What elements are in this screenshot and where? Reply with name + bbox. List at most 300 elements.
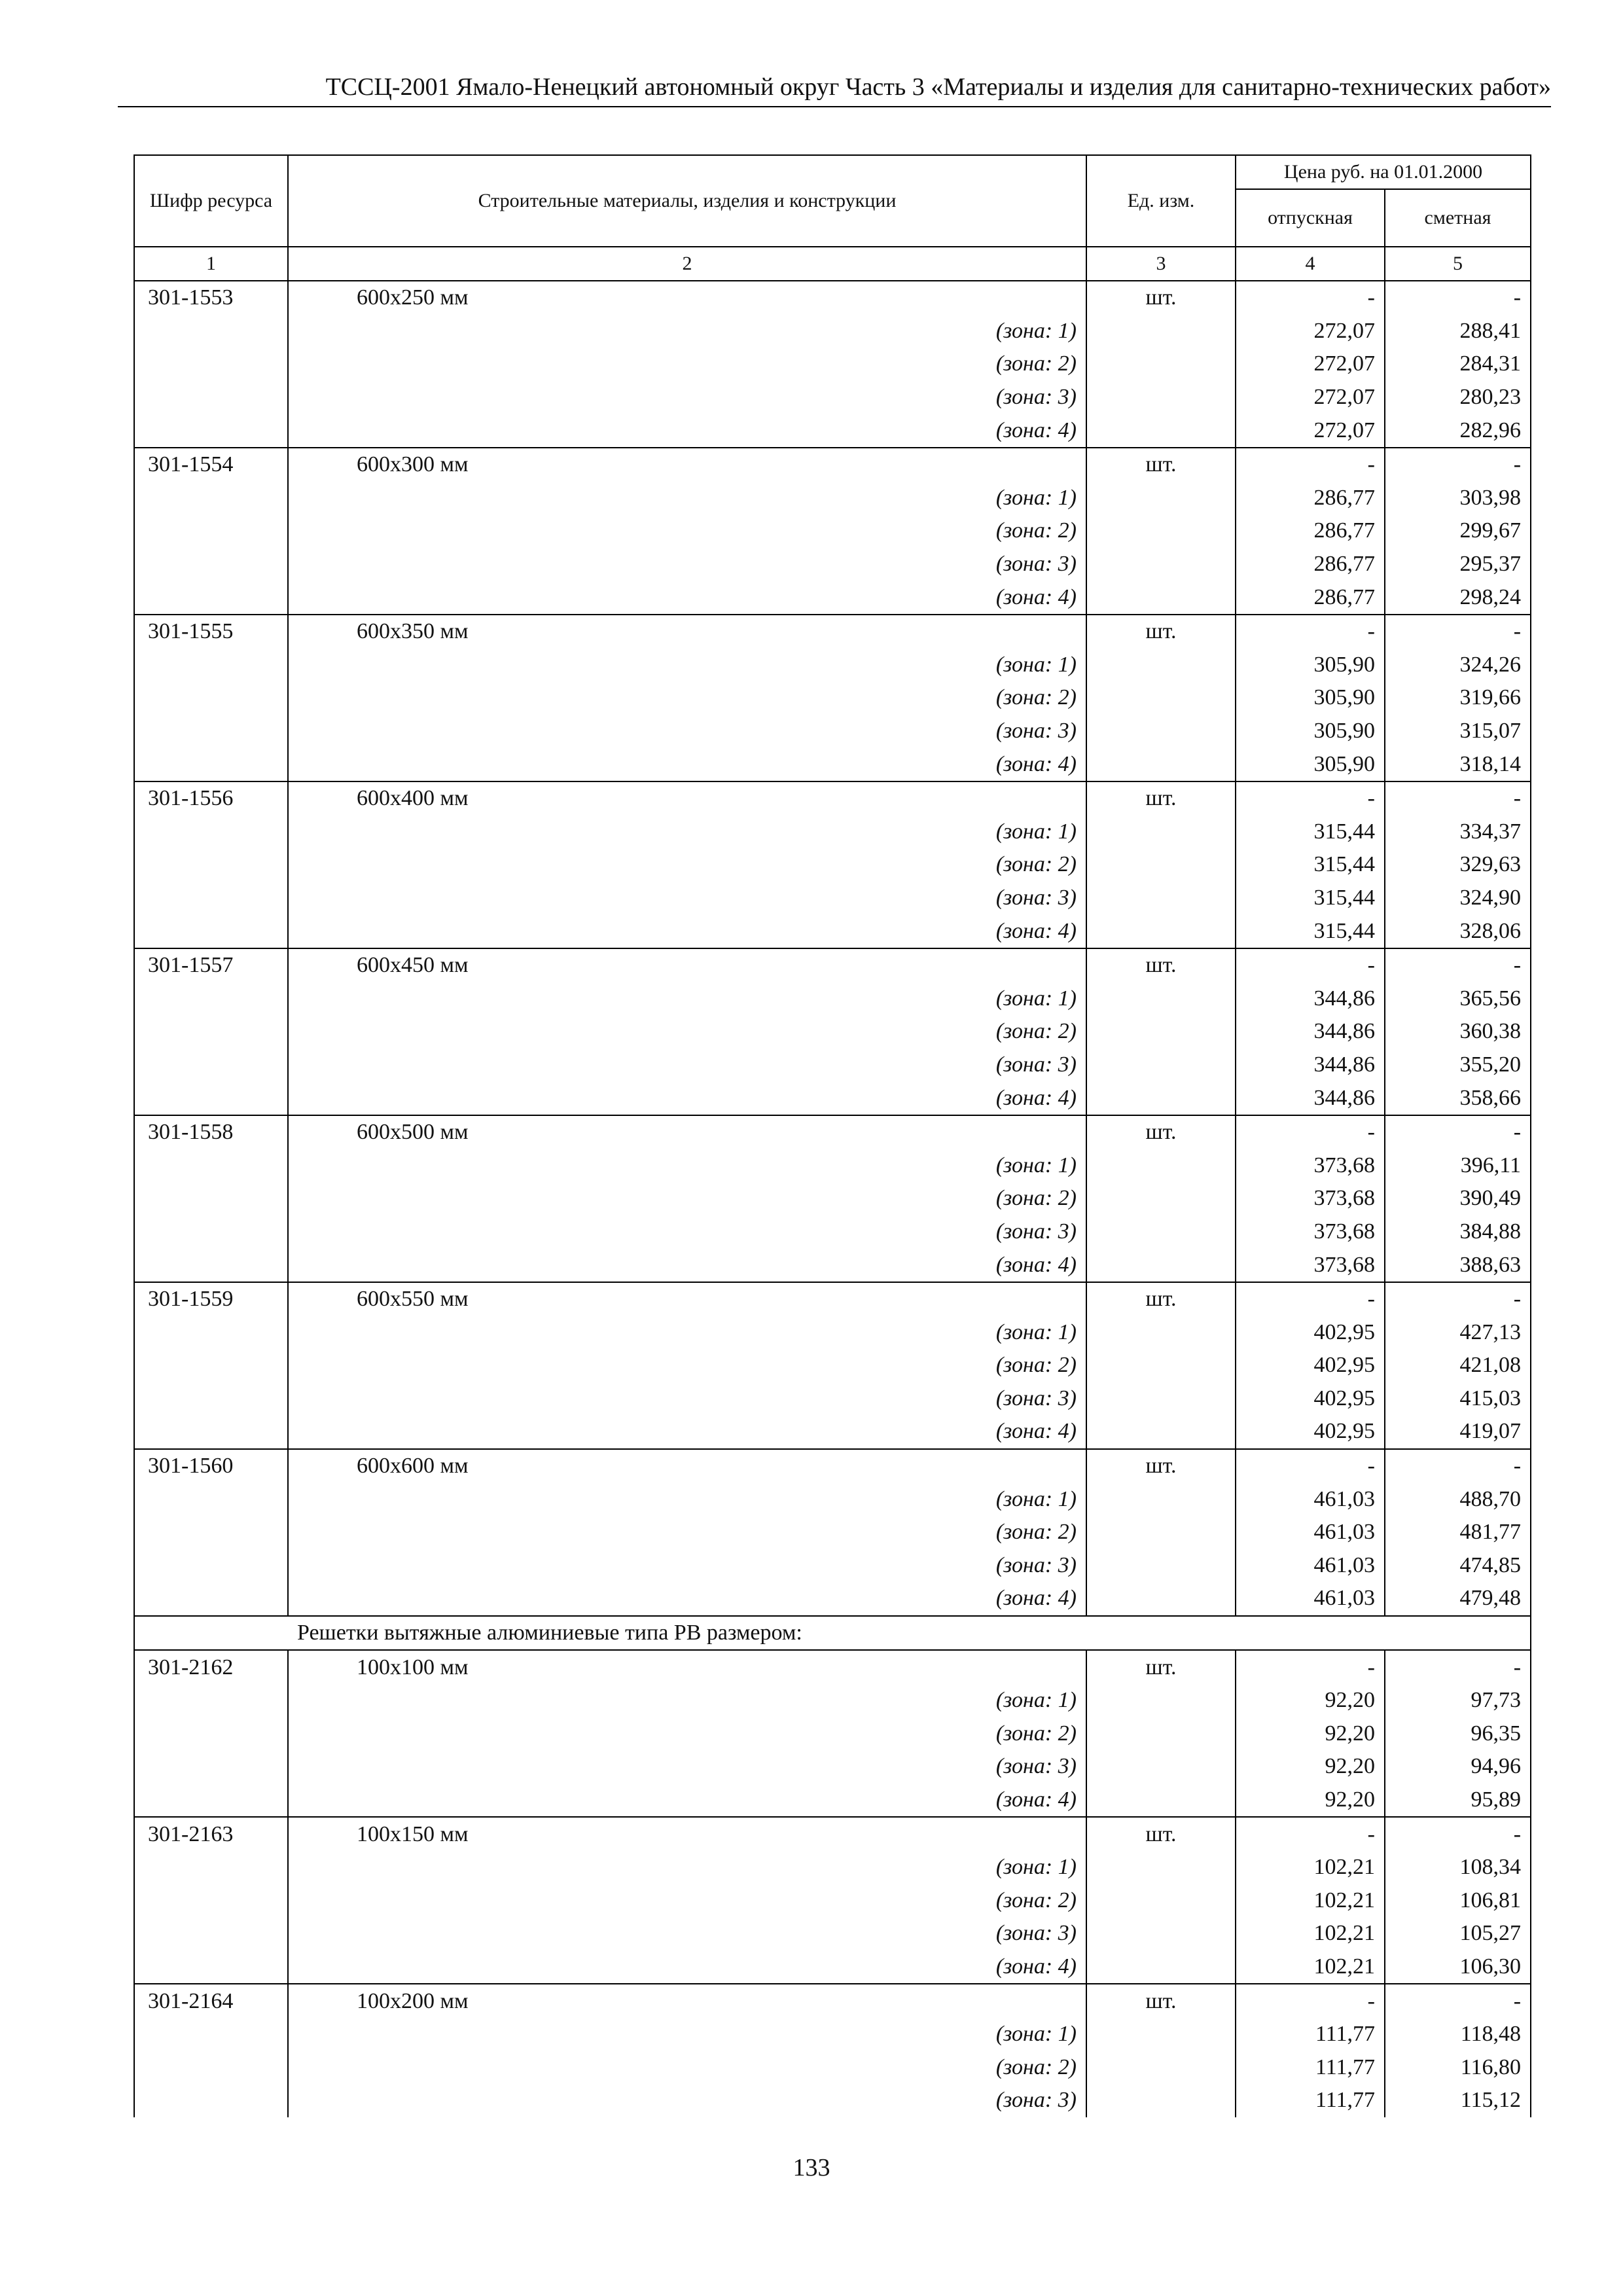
table-row <box>134 348 1531 381</box>
empty-cell <box>134 1182 288 1215</box>
release-price: - <box>1236 1984 1385 2018</box>
empty-cell <box>134 1582 288 1616</box>
release-price: - <box>1236 1650 1385 1684</box>
empty-cell <box>134 1851 288 1884</box>
estimate-price: 106,30 <box>1385 1950 1531 1984</box>
empty-cell <box>134 1684 288 1717</box>
column-number: 3 <box>1086 247 1236 281</box>
empty-cell <box>134 581 288 615</box>
zone-label: (зона: 1) <box>288 816 1086 849</box>
unit-cell: шт. <box>1086 781 1236 816</box>
table-row <box>134 1415 1531 1449</box>
empty-cell <box>134 2084 288 2117</box>
estimate-price: 365,56 <box>1385 982 1531 1015</box>
estimate-price: 280,23 <box>1385 381 1531 414</box>
table-row <box>134 848 1531 882</box>
estimate-price: 488,70 <box>1385 1482 1531 1516</box>
header-price: Цена руб. на 01.01.2000 <box>1236 155 1531 189</box>
estimate-price: - <box>1385 615 1531 649</box>
empty-cell <box>134 715 288 748</box>
zone-label: (зона: 2) <box>288 1717 1086 1751</box>
release-price: 461,03 <box>1236 1482 1385 1516</box>
resource-code: 301-1558 <box>134 1115 288 1149</box>
table-row <box>134 1582 1531 1616</box>
table-row <box>134 1182 1531 1215</box>
zone-label: (зона: 3) <box>288 2084 1086 2117</box>
table-row <box>134 1817 1531 1851</box>
empty-cell <box>134 747 288 781</box>
item-name: 600x550 мм <box>288 1282 1086 1316</box>
estimate-price: 415,03 <box>1385 1382 1531 1416</box>
zone-label: (зона: 3) <box>288 882 1086 915</box>
empty-cell <box>1086 1884 1236 1918</box>
release-price: - <box>1236 615 1385 649</box>
resource-code: 301-2162 <box>134 1650 288 1684</box>
zone-label: (зона: 2) <box>288 1015 1086 1049</box>
estimate-price: 288,41 <box>1385 315 1531 348</box>
empty-cell <box>134 514 288 548</box>
release-price: 315,44 <box>1236 816 1385 849</box>
estimate-price: 324,90 <box>1385 882 1531 915</box>
release-price: - <box>1236 1115 1385 1149</box>
table-row <box>134 1549 1531 1583</box>
section-title: Решетки вытяжные алюминиевые типа РВ размером: <box>134 1616 1531 1651</box>
table-row <box>134 281 1531 315</box>
table-row <box>134 1984 1531 2018</box>
estimate-price: 97,73 <box>1385 1684 1531 1717</box>
empty-cell <box>134 1516 288 1549</box>
resource-code: 301-2164 <box>134 1984 288 2018</box>
estimate-price: 298,24 <box>1385 581 1531 615</box>
empty-cell <box>134 1248 288 1282</box>
zone-label: (зона: 3) <box>288 1382 1086 1416</box>
empty-cell <box>1086 1081 1236 1115</box>
empty-cell <box>134 1215 288 1249</box>
estimate-price: - <box>1385 781 1531 816</box>
release-price: 286,77 <box>1236 514 1385 548</box>
table-row <box>134 1449 1531 1483</box>
estimate-price: 284,31 <box>1385 348 1531 381</box>
estimate-price: 419,07 <box>1385 1415 1531 1449</box>
empty-cell <box>1086 2051 1236 2084</box>
unit-cell: шт. <box>1086 1984 1236 2018</box>
estimate-price: 328,06 <box>1385 914 1531 948</box>
table-row <box>134 882 1531 915</box>
estimate-price: 295,37 <box>1385 548 1531 581</box>
empty-cell <box>1086 381 1236 414</box>
table-row <box>134 1015 1531 1049</box>
estimate-price: 106,81 <box>1385 1884 1531 1918</box>
empty-cell <box>1086 348 1236 381</box>
column-number: 5 <box>1385 247 1531 281</box>
zone-label: (зона: 2) <box>288 348 1086 381</box>
estimate-price: 479,48 <box>1385 1582 1531 1616</box>
empty-cell <box>1086 1582 1236 1616</box>
resource-code: 301-1556 <box>134 781 288 816</box>
empty-cell <box>134 381 288 414</box>
release-price: 315,44 <box>1236 848 1385 882</box>
empty-cell <box>134 1415 288 1449</box>
estimate-price: 94,96 <box>1385 1750 1531 1784</box>
empty-cell <box>134 482 288 515</box>
empty-cell <box>134 1784 288 1818</box>
resource-code: 301-1554 <box>134 448 288 482</box>
table-row <box>134 1248 1531 1282</box>
estimate-price: 315,07 <box>1385 715 1531 748</box>
empty-cell <box>134 882 288 915</box>
empty-cell <box>134 348 288 381</box>
release-price: - <box>1236 948 1385 982</box>
zone-label: (зона: 2) <box>288 514 1086 548</box>
release-price: 102,21 <box>1236 1950 1385 1984</box>
table-row <box>134 581 1531 615</box>
release-price: 373,68 <box>1236 1149 1385 1182</box>
table-row <box>134 2051 1531 2084</box>
table-body <box>134 281 1531 2117</box>
table-row <box>134 1784 1531 1818</box>
resource-code: 301-2163 <box>134 1817 288 1851</box>
zone-label: (зона: 3) <box>288 1750 1086 1784</box>
release-price: 315,44 <box>1236 914 1385 948</box>
release-price: 344,86 <box>1236 982 1385 1015</box>
release-price: 272,07 <box>1236 381 1385 414</box>
table-row <box>134 1316 1531 1349</box>
empty-cell <box>1086 514 1236 548</box>
zone-label: (зона: 2) <box>288 848 1086 882</box>
release-price: - <box>1236 1282 1385 1316</box>
zone-label: (зона: 2) <box>288 1884 1086 1918</box>
header-name: Строительные материалы, изделия и конструкции <box>288 155 1086 247</box>
table-row <box>134 1049 1531 1082</box>
item-name: 600x300 мм <box>288 448 1086 482</box>
estimate-price: 421,08 <box>1385 1349 1531 1382</box>
release-price: 402,95 <box>1236 1349 1385 1382</box>
empty-cell <box>1086 548 1236 581</box>
estimate-price: - <box>1385 281 1531 315</box>
empty-cell <box>1086 1248 1236 1282</box>
unit-cell: шт. <box>1086 281 1236 315</box>
unit-cell: шт. <box>1086 448 1236 482</box>
empty-cell <box>1086 1149 1236 1182</box>
empty-cell <box>1086 1516 1236 1549</box>
empty-cell <box>1086 1950 1236 1984</box>
release-price: 92,20 <box>1236 1784 1385 1818</box>
zone-label: (зона: 2) <box>288 1349 1086 1382</box>
empty-cell <box>134 414 288 448</box>
empty-cell <box>134 649 288 682</box>
table-row <box>134 1950 1531 1984</box>
empty-cell <box>1086 1215 1236 1249</box>
zone-label: (зона: 4) <box>288 1784 1086 1818</box>
empty-cell <box>134 1884 288 1918</box>
unit-cell: шт. <box>1086 1282 1236 1316</box>
section-row <box>134 1616 1531 1651</box>
item-name: 600x400 мм <box>288 781 1086 816</box>
estimate-price: 390,49 <box>1385 1182 1531 1215</box>
empty-cell <box>134 1049 288 1082</box>
zone-label: (зона: 3) <box>288 715 1086 748</box>
estimate-price: - <box>1385 1650 1531 1684</box>
release-price: 102,21 <box>1236 1884 1385 1918</box>
table-row <box>134 2084 1531 2117</box>
table-row <box>134 914 1531 948</box>
empty-cell <box>1086 1349 1236 1382</box>
item-name: 600x350 мм <box>288 615 1086 649</box>
empty-cell <box>1086 1316 1236 1349</box>
estimate-price: - <box>1385 1115 1531 1149</box>
empty-cell <box>1086 1784 1236 1818</box>
estimate-price: 96,35 <box>1385 1717 1531 1751</box>
empty-cell <box>1086 747 1236 781</box>
empty-cell <box>134 1549 288 1583</box>
zone-label: (зона: 2) <box>288 1516 1086 1549</box>
estimate-price: 384,88 <box>1385 1215 1531 1249</box>
table-row <box>134 1215 1531 1249</box>
estimate-price: 319,66 <box>1385 681 1531 715</box>
unit-cell: шт. <box>1086 1449 1236 1483</box>
table-row <box>134 816 1531 849</box>
table-row <box>134 1884 1531 1918</box>
estimate-price: - <box>1385 1449 1531 1483</box>
table-row <box>134 781 1531 816</box>
estimate-price: 474,85 <box>1385 1549 1531 1583</box>
zone-label: (зона: 2) <box>288 2051 1086 2084</box>
empty-cell <box>134 315 288 348</box>
zone-label: (зона: 1) <box>288 1482 1086 1516</box>
release-price: 305,90 <box>1236 715 1385 748</box>
table-row <box>134 615 1531 649</box>
zone-label: (зона: 4) <box>288 747 1086 781</box>
empty-cell <box>1086 581 1236 615</box>
empty-cell <box>134 982 288 1015</box>
zone-label: (зона: 3) <box>288 1549 1086 1583</box>
table-row <box>134 1650 1531 1684</box>
release-price: 344,86 <box>1236 1015 1385 1049</box>
resource-code: 301-1555 <box>134 615 288 649</box>
empty-cell <box>1086 1851 1236 1884</box>
table-row <box>134 448 1531 482</box>
empty-cell <box>1086 914 1236 948</box>
release-price: 111,77 <box>1236 2018 1385 2051</box>
release-price: 286,77 <box>1236 581 1385 615</box>
empty-cell <box>134 2018 288 2051</box>
release-price: - <box>1236 781 1385 816</box>
zone-label: (зона: 3) <box>288 1917 1086 1950</box>
estimate-price: - <box>1385 1984 1531 2018</box>
estimate-price: 282,96 <box>1385 414 1531 448</box>
release-price: 461,03 <box>1236 1516 1385 1549</box>
page-number: 133 <box>793 2154 830 2181</box>
release-price: 315,44 <box>1236 882 1385 915</box>
resource-code: 301-1553 <box>134 281 288 315</box>
column-number: 1 <box>134 247 288 281</box>
empty-cell <box>1086 681 1236 715</box>
table-row <box>134 715 1531 748</box>
table-row <box>134 1750 1531 1784</box>
estimate-price: 388,63 <box>1385 1248 1531 1282</box>
estimate-price: 360,38 <box>1385 1015 1531 1049</box>
price-table-container <box>134 154 1530 2117</box>
estimate-price: 481,77 <box>1385 1516 1531 1549</box>
item-name: 600x600 мм <box>288 1449 1086 1483</box>
empty-cell <box>1086 649 1236 682</box>
empty-cell <box>134 1081 288 1115</box>
zone-label: (зона: 4) <box>288 914 1086 948</box>
zone-label: (зона: 1) <box>288 1316 1086 1349</box>
table-row <box>134 414 1531 448</box>
release-price: 402,95 <box>1236 1415 1385 1449</box>
empty-cell <box>134 914 288 948</box>
estimate-price: 116,80 <box>1385 2051 1531 2084</box>
empty-cell <box>1086 1684 1236 1717</box>
zone-label: (зона: 1) <box>288 1684 1086 1717</box>
header-release-price: отпускная <box>1236 189 1385 247</box>
zone-label: (зона: 1) <box>288 482 1086 515</box>
zone-label: (зона: 4) <box>288 1081 1086 1115</box>
empty-cell <box>134 548 288 581</box>
price-table <box>134 154 1531 2117</box>
table-row <box>134 1282 1531 1316</box>
release-price: 272,07 <box>1236 414 1385 448</box>
empty-cell <box>1086 1750 1236 1784</box>
release-price: 92,20 <box>1236 1684 1385 1717</box>
zone-label: (зона: 2) <box>288 1182 1086 1215</box>
unit-cell: шт. <box>1086 1817 1236 1851</box>
empty-cell <box>1086 1382 1236 1416</box>
table-header <box>134 155 1531 281</box>
table-row <box>134 982 1531 1015</box>
header-estimate-price: сметная <box>1385 189 1531 247</box>
table-row <box>134 315 1531 348</box>
zone-label: (зона: 1) <box>288 1149 1086 1182</box>
table-row <box>134 2018 1531 2051</box>
release-price: 373,68 <box>1236 1182 1385 1215</box>
table-row <box>134 1516 1531 1549</box>
table-row <box>134 747 1531 781</box>
table-row <box>134 1717 1531 1751</box>
release-price: 402,95 <box>1236 1316 1385 1349</box>
release-price: 373,68 <box>1236 1215 1385 1249</box>
table-row <box>134 1382 1531 1416</box>
zone-label: (зона: 3) <box>288 1215 1086 1249</box>
empty-cell <box>1086 482 1236 515</box>
release-price: 272,07 <box>1236 348 1385 381</box>
empty-cell <box>1086 1482 1236 1516</box>
empty-cell <box>1086 414 1236 448</box>
header-divider <box>118 106 1551 107</box>
item-name: 600x250 мм <box>288 281 1086 315</box>
empty-cell <box>1086 1549 1236 1583</box>
estimate-price: 329,63 <box>1385 848 1531 882</box>
estimate-price: 303,98 <box>1385 482 1531 515</box>
column-number: 4 <box>1236 247 1385 281</box>
empty-cell <box>134 1750 288 1784</box>
release-price: - <box>1236 281 1385 315</box>
empty-cell <box>134 681 288 715</box>
estimate-price: 358,66 <box>1385 1081 1531 1115</box>
empty-cell <box>1086 1717 1236 1751</box>
unit-cell: шт. <box>1086 615 1236 649</box>
unit-cell: шт. <box>1086 1115 1236 1149</box>
release-price: 305,90 <box>1236 681 1385 715</box>
unit-cell: шт. <box>1086 1650 1236 1684</box>
zone-label: (зона: 3) <box>288 548 1086 581</box>
release-price: 286,77 <box>1236 548 1385 581</box>
empty-cell <box>1086 1917 1236 1950</box>
empty-cell <box>134 1917 288 1950</box>
release-price: 402,95 <box>1236 1382 1385 1416</box>
table-row <box>134 1684 1531 1717</box>
zone-label: (зона: 4) <box>288 1248 1086 1282</box>
empty-cell <box>1086 315 1236 348</box>
header-unit: Ед. изм. <box>1086 155 1236 247</box>
release-price: 344,86 <box>1236 1081 1385 1115</box>
zone-label: (зона: 4) <box>288 414 1086 448</box>
release-price: 272,07 <box>1236 315 1385 348</box>
zone-label: (зона: 2) <box>288 681 1086 715</box>
release-price: 461,03 <box>1236 1549 1385 1583</box>
empty-cell <box>1086 848 1236 882</box>
estimate-price: 355,20 <box>1385 1049 1531 1082</box>
empty-cell <box>134 1482 288 1516</box>
release-price: - <box>1236 1817 1385 1851</box>
empty-cell <box>1086 2018 1236 2051</box>
estimate-price: 427,13 <box>1385 1316 1531 1349</box>
resource-code: 301-1560 <box>134 1449 288 1483</box>
release-price: 102,21 <box>1236 1917 1385 1950</box>
estimate-price: 396,11 <box>1385 1149 1531 1182</box>
zone-label: (зона: 3) <box>288 381 1086 414</box>
table-row <box>134 514 1531 548</box>
release-price: 344,86 <box>1236 1049 1385 1082</box>
estimate-price: 324,26 <box>1385 649 1531 682</box>
release-price: 373,68 <box>1236 1248 1385 1282</box>
release-price: 111,77 <box>1236 2051 1385 2084</box>
empty-cell <box>1086 882 1236 915</box>
header-code: Шифр ресурса <box>134 155 288 247</box>
table-row <box>134 1851 1531 1884</box>
table-row <box>134 381 1531 414</box>
table-row <box>134 1149 1531 1182</box>
estimate-price: - <box>1385 448 1531 482</box>
estimate-price: 334,37 <box>1385 816 1531 849</box>
empty-cell <box>1086 982 1236 1015</box>
resource-code: 301-1557 <box>134 948 288 982</box>
release-price: 92,20 <box>1236 1717 1385 1751</box>
empty-cell <box>134 816 288 849</box>
table-row <box>134 1349 1531 1382</box>
table-row <box>134 649 1531 682</box>
estimate-price: 118,48 <box>1385 2018 1531 2051</box>
empty-cell <box>1086 1415 1236 1449</box>
release-price: 92,20 <box>1236 1750 1385 1784</box>
item-name: 100x200 мм <box>288 1984 1086 2018</box>
estimate-price: 115,12 <box>1385 2084 1531 2117</box>
item-name: 100x100 мм <box>288 1650 1086 1684</box>
empty-cell <box>134 1717 288 1751</box>
table-row <box>134 482 1531 515</box>
table-row <box>134 948 1531 982</box>
zone-label: (зона: 1) <box>288 1851 1086 1884</box>
table-row <box>134 1081 1531 1115</box>
zone-label: (зона: 1) <box>288 315 1086 348</box>
zone-label: (зона: 4) <box>288 1415 1086 1449</box>
release-price: 111,77 <box>1236 2084 1385 2117</box>
item-name: 600x450 мм <box>288 948 1086 982</box>
empty-cell <box>134 2051 288 2084</box>
zone-label: (зона: 3) <box>288 1049 1086 1082</box>
page-header-title: ТССЦ-2001 Ямало-Ненецкий автономный округ Часть 3 «Материалы и изделия для санитарно-технических работ» <box>325 73 1551 101</box>
